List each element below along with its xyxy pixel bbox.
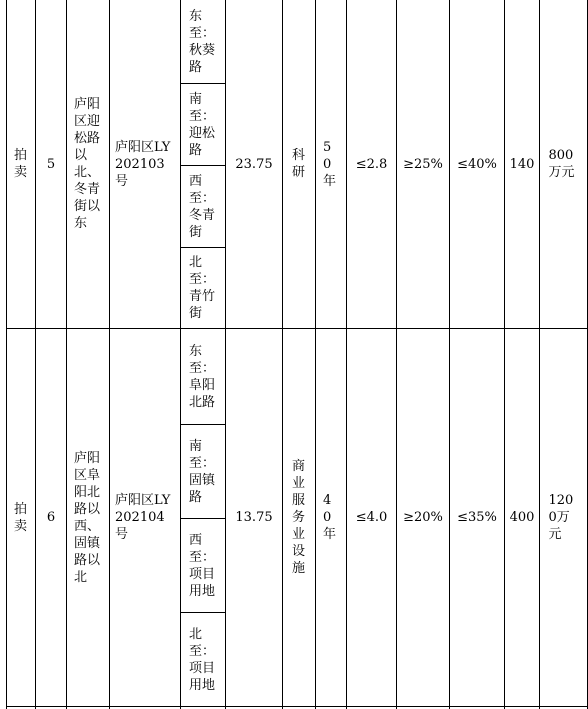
index-cell: 6	[46, 510, 56, 525]
index-cell: 5	[46, 156, 56, 172]
density-cell: ≤35%	[457, 510, 497, 525]
parcel-number-cell: 庐阳区LY202103号	[115, 139, 171, 189]
use-cell: 商业服务业设施	[292, 459, 306, 576]
far-cell: ≤4.0	[355, 510, 388, 525]
use-cell: 科研	[292, 148, 306, 180]
boundary-north: 北至：青竹街	[189, 255, 216, 321]
boundary-west: 西至：项目用地	[189, 532, 216, 599]
table-row	[7, 0, 35, 328]
term-cell: 40年	[323, 493, 337, 542]
boundary-east: 东至：阜阳北路	[189, 343, 216, 410]
boundary-north: 北至：项目用地	[189, 626, 216, 693]
location-cell: 庐阳区阜阳北路以西、固镇路以北	[74, 450, 101, 585]
green-ratio-cell: ≥20%	[403, 510, 443, 525]
green-ratio-cell: ≥25%	[403, 156, 443, 172]
density-cell: ≤40%	[457, 156, 497, 172]
method-cell: 拍卖	[14, 148, 28, 180]
row-separator	[6, 706, 588, 707]
boundary-west: 西至：冬青街	[189, 173, 216, 240]
area-cell: 13.75	[235, 510, 273, 525]
table-row	[7, 329, 35, 706]
boundary-south: 南至：迎松路	[189, 91, 216, 158]
height-cell: 400	[509, 510, 535, 525]
deposit-cell: 1200万元	[548, 493, 574, 542]
height-cell: 140	[509, 156, 535, 172]
parcel-number-cell: 庐阳区LY202104号	[115, 493, 171, 542]
boundary-east: 东至：秋葵路	[189, 8, 216, 75]
boundary-south: 南至：固镇路	[189, 438, 216, 505]
deposit-cell: 800万元	[548, 148, 575, 180]
location-cell: 庐阳区迎松路以北、冬青街以东	[74, 97, 101, 231]
method-cell: 拍卖	[14, 501, 28, 534]
term-cell: 50年	[323, 139, 337, 189]
far-cell: ≤2.8	[355, 156, 388, 172]
area-cell: 23.75	[235, 156, 273, 172]
